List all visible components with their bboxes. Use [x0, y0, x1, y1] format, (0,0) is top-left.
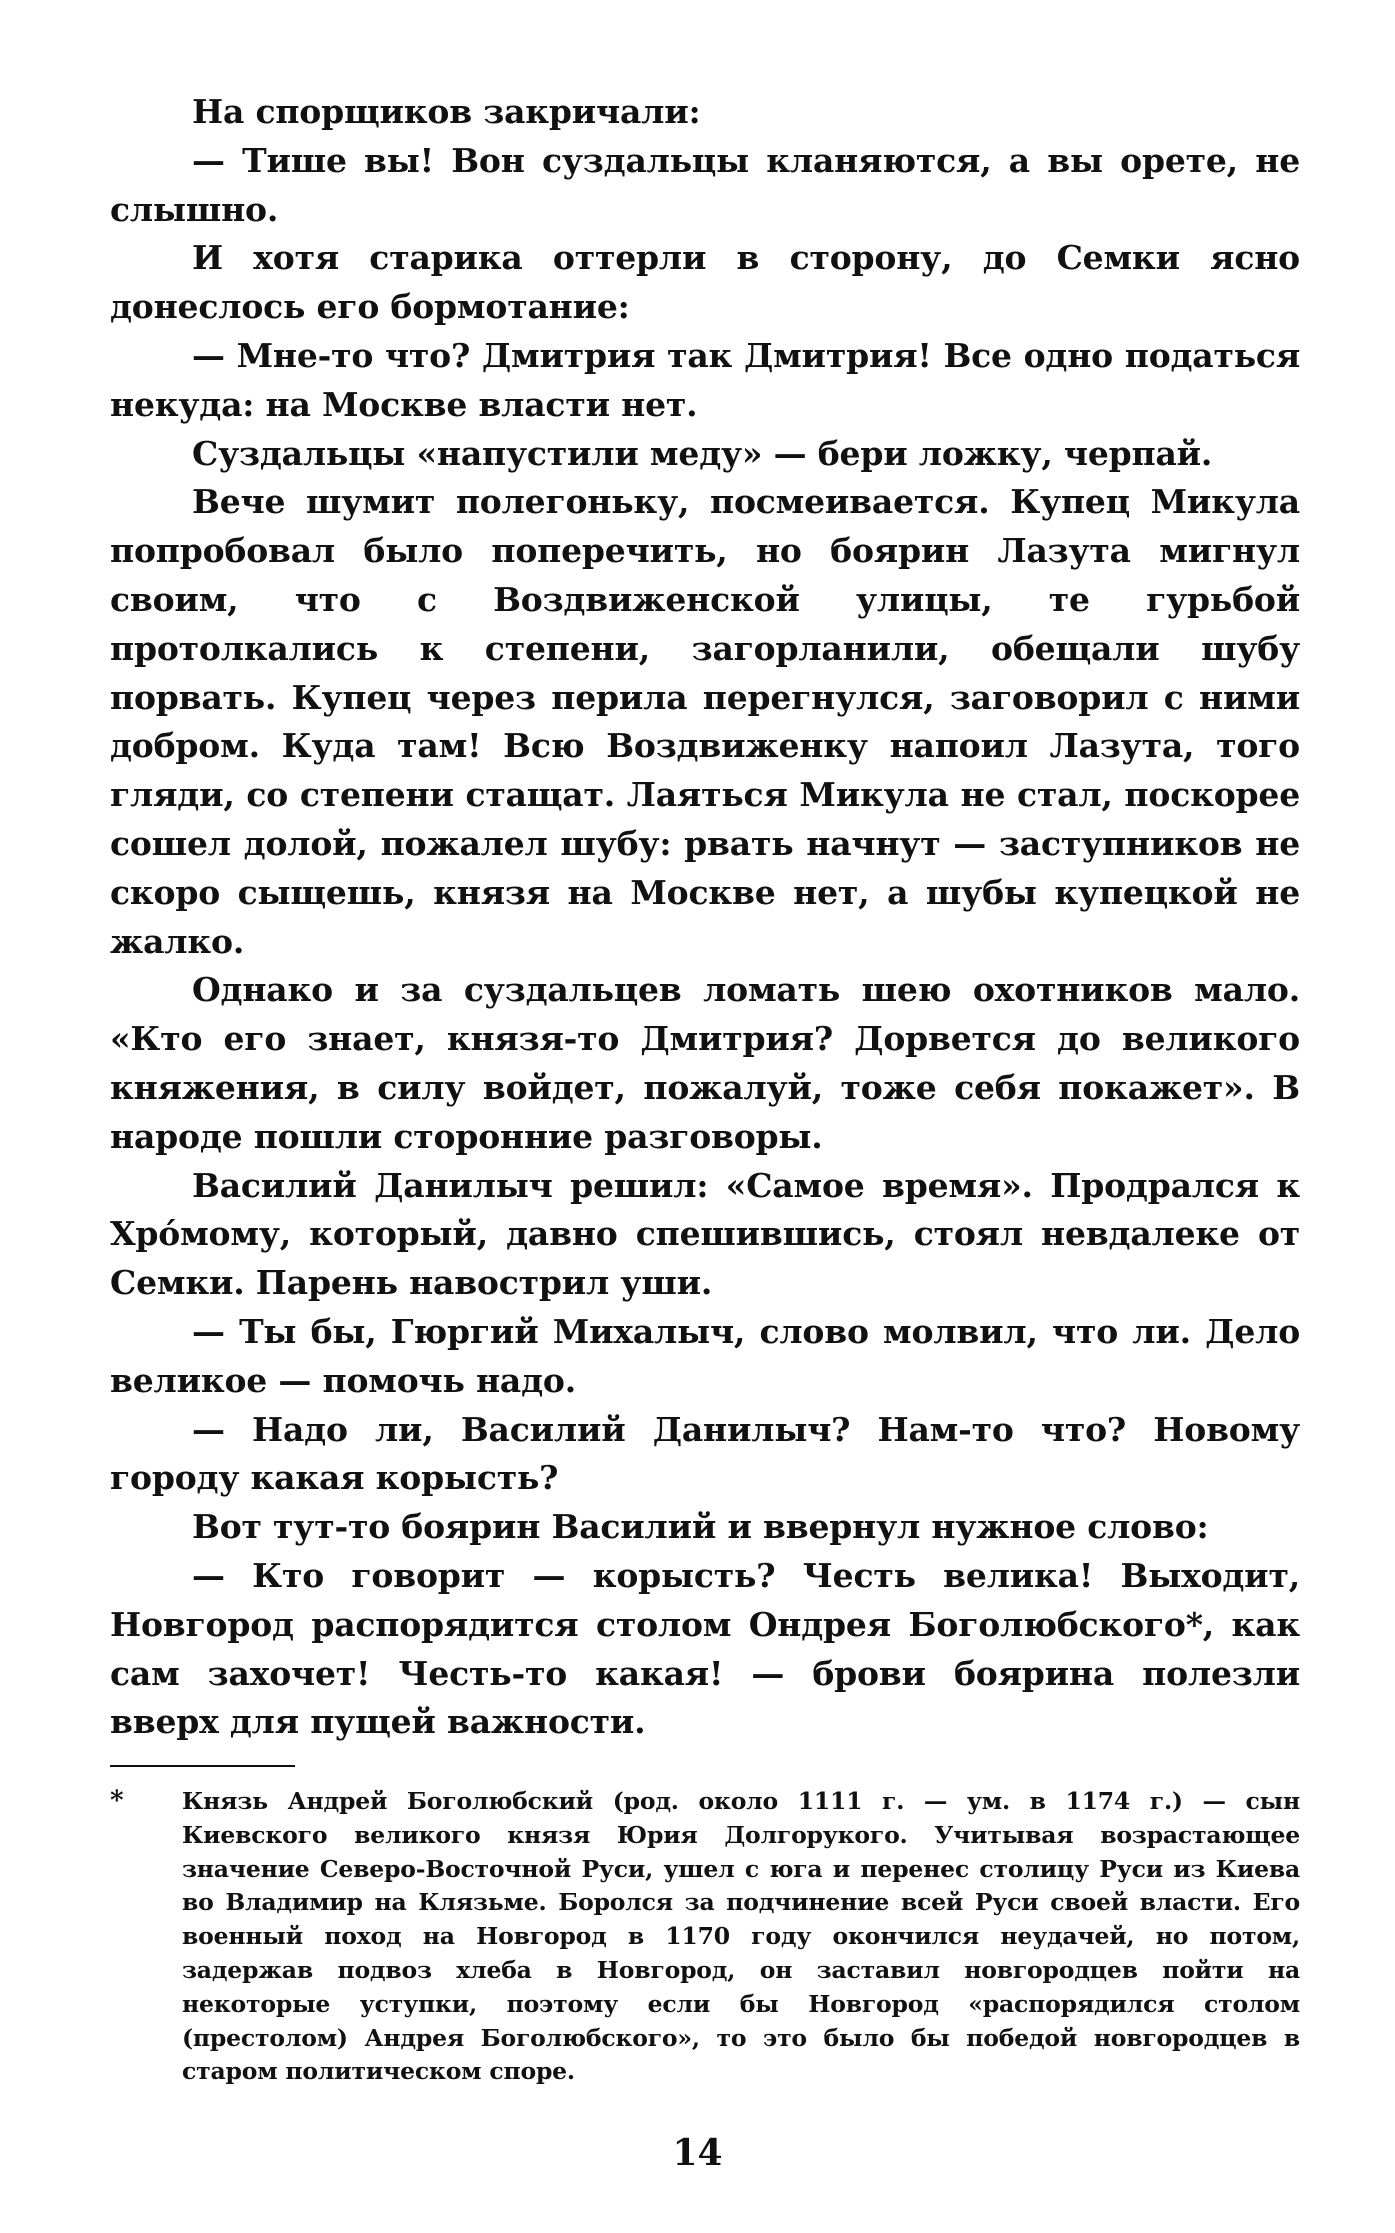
footnote: [110, 1785, 1300, 2089]
paragraph: Василий Данилыч решил: «Самое время». Продрался к Хро́мому, который, давно спешившись, стоял невдалеке от Семки. Парень навострил уши.: [110, 1165, 1300, 1303]
paragraph: — Ты бы, Гюргий Михалыч, слово молвил, что ли. Дело великое — помочь надо.: [110, 1311, 1300, 1400]
paragraph: На спорщиков закричали:: [192, 92, 701, 131]
paragraph: — Тише вы! Вон суздальцы кланяются, а вы орете, не слышно.: [110, 140, 1300, 229]
paragraph: — Надо ли, Василий Данилыч? Нам-то что? Новому городу какая корысть?: [110, 1409, 1300, 1498]
paragraph: Вече шумит полегоньку, посмеивается. Купец Микула попробовал было поперечить, но боярин Лазута мигнул своим, что с Воздвиженской улицы, те гурьбой протолкались к степени, загорланили, обещали шубу порвать. Купец через перила перегнулся, заговорил с ними добром. Куда там! Всю Воздвиженку напоил Лазута, того гляди, со степени стащат. Лаяться Микула не стал, поскорее сошел долой, пожалел шубу: рвать начнут — заступников не скоро сыщешь, князя на Москве нет, а шубы купецкой не жалко.: [110, 482, 1300, 961]
page-content: [110, 88, 1300, 2089]
paragraph: — Кто говорит — корысть? Честь велика! Выходит, Новгород распорядится столом Ондрея Боголюбского*, как сам захочет! Честь-то какая! — брови боярина полезли вверх для пущей важности.: [110, 1555, 1300, 1742]
paragraph: — Мне-то что? Дмитрия так Дмитрия! Все одно податься некуда: на Москве власти нет.: [110, 335, 1300, 424]
main-text: [110, 88, 1300, 1747]
paragraph: Однако и за суздальцев ломать шею охотников мало. «Кто его знает, князя-то Дмитрия? Дорвется до великого княжения, в силу войдет, пожалуй, тоже себя покажет». В народе пошли сторонние разговоры.: [110, 970, 1300, 1156]
paragraph: Суздальцы «напустили меду» — бери ложку, черпай.: [192, 433, 1213, 473]
page-number: 14: [672, 2132, 723, 2174]
footnote-text: Князь Андрей Боголюбский (род. около 1111 г. — ум. в 1174 г.) — сын Киевского великого князя Юрия Долгорукого. Учитывая возрастающее значение Северо-Восточной Руси, ушел с юга и перенес столицу Руси из Киева во Владимир на Клязьме. Боролся за подчинение всей Руси своей власти. Его военный поход на Новгород в 1170 году окончился неудачей, но потом, задержав подвоз хлеба в Новгород, он заставил новгородцев пойти на некоторые уступки, поэтому если бы Новгород «распорядился столом (престолом) Андрея Боголюбского», то это было бы победой новгородцев в старом политическом споре.: [182, 1787, 1300, 2086]
paragraph: И хотя старика оттерли в сторону, до Семки ясно донеслось его бормотание:: [110, 238, 1300, 327]
paragraph: Вот тут-то боярин Василий и ввернул нужное слово:: [192, 1507, 1209, 1547]
footnote-mark: *: [110, 1786, 124, 1817]
footnote-separator: [110, 1765, 295, 1767]
